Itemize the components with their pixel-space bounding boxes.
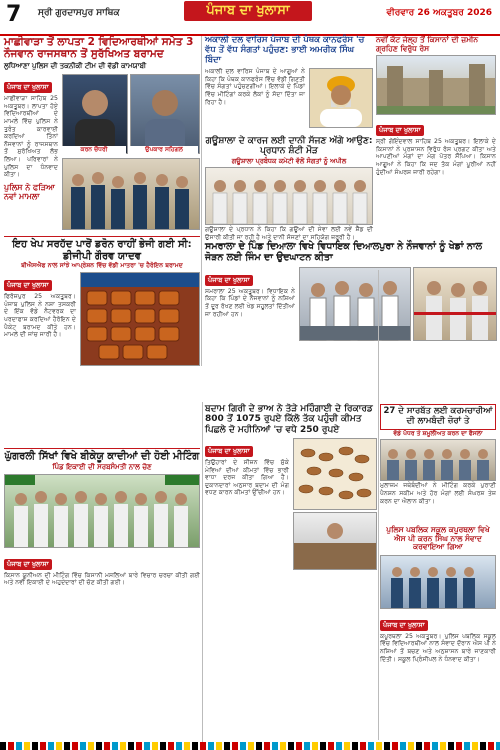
story-headline: ਘੁੱਗਰਲੀ ਸਿੱਖਾਂ ਵਿਖੇ ਬੀਕੇਯੂ ਕਾਦੀਆਂ ਦੀ ਹੋਈ ਮੀਟਿੰਗ: [4, 451, 200, 462]
story-almond-prices: [205, 404, 377, 744]
ribbon-cutting-photo: [413, 267, 497, 341]
story-body: ਮਾਛੀਵਾੜਾ ਸਾਹਿਬ 25 ਅਕਤੂਬਰ। ਲਾਪਤਾ ਹੋਏ ਵਿਦਿਆਰਥੀਆਂ ਦੇ ਮਾਮਲੇ ਵਿੱਚ ਪੁਲਿਸ ਨੇ ਤੁਰੰਤ ਕਾਰਵਾਈ ਕਰਦਿਆਂ ਤਿੰਨਾਂ ਨੌਜਵਾਨਾਂ ਨੂੰ ਰਾਜਸਥਾਨ ਤੋਂ ਸੁਰੱਖਿਅਤ ਲੱਭ ਲਿਆ। ਪਰਿਵਾਰਾਂ ਨੇ ਪੁਲਿਸ ਦਾ ਧੰਨਵਾਦ ਕੀਤਾ।: [4, 95, 58, 179]
fort-photo: [376, 55, 496, 115]
police-group-photo: [62, 158, 200, 230]
story-subheadline: ਗਊਸ਼ਾਲਾ ਪ੍ਰਬੰਧਕ ਕਮੇਟੀ ਵੱਲੋਂ ਸੰਗਤਾਂ ਨੂੰ ਅਪੀਲ: [231, 156, 347, 165]
issue-date: ਵੀਰਵਾਰ 26 ਅਕਤੂਬਰ 2026: [386, 8, 492, 18]
photo-caption-right: ਉਪਕਾਰ ਸਹਿਗਲ: [130, 146, 198, 154]
masthead: [0, 0, 500, 36]
story-missing-students: [4, 36, 200, 231]
story-kicker: ਪੰਜਾਬ ਦਾ ਖੁਲਾਸਾ: [380, 620, 428, 631]
story-headline: ਅਕਾਲੀ ਦਲ ਵਾਰਿਸ ਪੰਜਾਬ ਦੀ ਪੰਥਕ ਕਾਨਫਰੰਸ 'ਚ ਵੱਧ ਤੋਂ ਵੱਧ ਸੰਗਤਾਂ ਪਹੁੰਚਣ: ਭਾਈ ਅਮਰੀਕ ਸਿੰਘ ਬਿੰਦਾ: [205, 35, 365, 65]
story-gaushala: [205, 136, 373, 241]
story-samrala-gym: [205, 242, 496, 402]
story-body: ਕਿਸਾਨ ਯੂਨੀਅਨ ਦੀ ਮੀਟਿੰਗ ਵਿੱਚ ਕਿਸਾਨੀ ਮਸਲਿਆਂ ਬਾਰੇ ਵਿਚਾਰ ਚਰਚਾ ਕੀਤੀ ਗਈ ਅਤੇ ਨਵੀਂ ਇਕਾਈ ਦੇ ਅਹੁਦੇਦਾਰਾਂ ਦੀ ਚੋਣ ਕੀਤੀ ਗਈ।: [4, 571, 200, 587]
story-panthic-conference: [205, 36, 373, 134]
employees-photo: [380, 439, 496, 481]
story-kicker: ਪੰਜਾਬ ਦਾ ਖੁਲਾਸਾ: [205, 275, 253, 286]
story-body: ਸ੍ਰੀ ਗੋਇੰਦਵਾਲ ਸਾਹਿਬ 25 ਅਕਤੂਬਰ। ਇਲਾਕੇ ਦੇ ਕਿਸਾਨਾਂ ਨੇ ਪ੍ਰਸ਼ਾਸਨ ਵਿਰੁੱਧ ਰੋਸ ਪ੍ਰਗਟ ਕੀਤਾ ਅਤੇ ਆਪਣੀਆਂ ਮੰਗਾਂ ਦਾ ਮੰਗ ਪੱਤਰ ਸੌਂਪਿਆ। ਕਿਸਾਨ ਆਗੂਆਂ ਨੇ ਕਿਹਾ ਕਿ ਜਦ ਤੱਕ ਮੰਗਾਂ ਪੂਰੀਆਂ ਨਹੀਂ ਹੁੰਦੀਆਂ ਸੰਘਰਸ਼ ਜਾਰੀ ਰਹੇਗਾ।: [376, 138, 496, 176]
story-sidehead: ਪੁਲਿਸ ਨੇ ਫੜਿਆ ਨਵਾਂ ਮਾਮਲਾ: [4, 182, 55, 201]
color-registration-strip: [0, 742, 500, 750]
story-body: ਮੁਲਾਜ਼ਮ ਜਥੇਬੰਦੀਆਂ ਨੇ ਮੀਟਿੰਗ ਕਰਕੇ ਪੁਰਾਣੀ ਪੈਨਸ਼ਨ ਸਕੀਮ ਅਤੇ ਹੋਰ ਮੰਗਾਂ ਲਈ ਸੰਘਰਸ਼ ਤੇਜ਼ ਕਰਨ ਦਾ ਐਲਾਨ ਕੀਤਾ।: [380, 482, 496, 505]
leader-photo: [309, 68, 373, 128]
gym-inauguration-photo: [299, 267, 411, 341]
story-headline: ਗਊਸ਼ਾਲਾ ਦੇ ਕਾਰਜ ਲਈ ਦਾਨੀ ਸੱਜਣ ਅੱਗੇ ਆਉਣ: ਪ੍ਰਧਾਨ ਸ਼ੰਟੀ ਮੌੜ: [205, 136, 373, 157]
story-body: ਅਕਾਲੀ ਦਲ ਵਾਰਿਸ ਪੰਜਾਬ ਦੇ ਆਗੂਆਂ ਨੇ ਕਿਹਾ ਕਿ ਪੰਥਕ ਕਾਨਫਰੰਸ ਵਿੱਚ ਵੱਡੀ ਗਿਣਤੀ ਵਿੱਚ ਸੰਗਤਾਂ ਪਹੁੰਚਣਗੀਆਂ। ਇਲਾਕੇ ਦੇ ਪਿੰਡਾਂ ਵਿੱਚ ਮੀਟਿੰਗਾਂ ਕਰਕੇ ਲੋਕਾਂ ਨੂੰ ਸੱਦਾ ਦਿੱਤਾ ਜਾ ਰਿਹਾ ਹੈ।: [205, 68, 305, 106]
story-subheadline: ਵੱਡੇ ਪੱਧਰ ਤੇ ਸ਼ਮੂਲੀਅਤ ਕਰਨ ਦਾ ਫੈਸਲਾ: [393, 429, 483, 437]
story-subheadline: ਲੁਧਿਆਣਾ ਪੁਲਿਸ ਦੀ ਤਕਨੀਕੀ ਟੀਮ ਦੀ ਵੱਡੀ ਕਾਮਯਾਬੀ: [4, 62, 147, 71]
farmers-meeting-photo: [4, 474, 200, 548]
story-subheadline: ਬੀਐਸਐਫ ਨਾਲ ਸਾਂਝੇ ਆਪ੍ਰੇਸ਼ਨ ਵਿੱਚ ਵੱਡੀ ਮਾਤਰਾ 'ਚ ਹੈਰੋਇਨ ਬਰਾਮਦ: [21, 262, 183, 269]
story-headline: 27 ਦੇ ਸਾਰਬੱਤ ਲਈ ਕਰਮਚਾਰੀਆਂ ਦੀ ਲਾਮਬੰਦੀ ਜ਼ੋਰਾਂ ਤੇ: [380, 404, 496, 430]
story-employees-mobilization: [380, 404, 496, 524]
story-farmers-protest: [376, 36, 496, 266]
seized-packets-photo: [80, 272, 200, 366]
story-kicker: ਪੰਜਾਬ ਦਾ ਖੁਲਾਸਾ: [4, 559, 52, 570]
almonds-photo: [293, 438, 377, 510]
market-photo: [293, 512, 377, 570]
story-body: ਤਿਉਹਾਰਾਂ ਦੇ ਸੀਜ਼ਨ ਵਿੱਚ ਸੁੱਕੇ ਮੇਵਿਆਂ ਦੀਆਂ ਕੀਮਤਾਂ ਵਿੱਚ ਭਾਰੀ ਵਾਧਾ ਦਰਜ ਕੀਤਾ ਗਿਆ ਹੈ। ਦੁਕਾਨਦਾਰਾਂ ਅਨੁਸਾਰ ਬਦਾਮ ਦੀ ਮੰਗ ਵਧਣ ਕਾਰਨ ਕੀਮਤਾਂ ਉੱਚੀਆਂ ਹਨ।: [205, 459, 289, 497]
story-headline: ਨਵੀਂ ਕੋਟ ਜੇਲ੍ਹ ਤੋਂ ਕਿਸਾਨਾਂ ਦੀ ਜ਼ਮੀਨ ਗ੍ਰਹਿਣ ਵਿਰੁੱਧ ਰੋਸ: [376, 35, 479, 53]
page-number: 7: [6, 2, 22, 27]
story-headline: ਸਮਰਾਲਾ ਦੇ ਪਿੰਡ ਦਿਆਲਾ ਵਿਖੇ ਵਿਧਾਇਕ ਦਿਆਲਪੁਰਾ ਨੇ ਨੌਜਵਾਨਾਂ ਨੂੰ ਖੇਡਾਂ ਨਾਲ ਜੋੜਨ ਲਈ ਜਿੰਮ ਦਾ ਉਦਘਾਟਨ ਕੀਤਾ: [205, 241, 482, 263]
story-body: ਕਪੂਰਥਲਾ 25 ਅਕਤੂਬਰ। ਪੁਲਿਸ ਪਬਲਿਕ ਸਕੂਲ ਵਿੱਚ ਵਿਦਿਆਰਥੀਆਂ ਨਾਲ ਸੰਵਾਦ ਦੌਰਾਨ ਐਸ ਪੀ ਨੇ ਨਸ਼ਿਆਂ ਤੋਂ ਬਚਣ ਅਤੇ ਅਨੁਸ਼ਾਸਨ ਬਾਰੇ ਜਾਣਕਾਰੀ ਦਿੱਤੀ। ਸਕੂਲ ਪ੍ਰਿੰਸੀਪਲ ਨੇ ਧੰਨਵਾਦ ਕੀਤਾ।: [380, 632, 496, 663]
story-police-school: [380, 526, 496, 742]
story-drone-heroin: [4, 236, 200, 446]
story-kicker: ਪੰਜਾਬ ਦਾ ਖੁਲਾਸਾ: [376, 125, 424, 136]
story-headline: ਇਹ ਖੇਪ ਸਰਹੱਦ ਪਾਰੋਂ ਡਰੋਨ ਰਾਹੀਂ ਭੇਜੀ ਗਈ ਸੀ: ਡੀਜੀਪੀ ਗੌਰਵ ਯਾਦਵ: [12, 239, 192, 262]
gaushala-group-photo: [205, 167, 373, 225]
section-banner: ਪੰਜਾਬ ਦਾ ਖੁਲਾਸਾ: [184, 1, 312, 21]
portrait-photo-right: [130, 74, 200, 154]
photo-caption-left: ਕਰਨ ਚੌਧਰੀ: [62, 146, 126, 154]
portrait-photo-left: [62, 74, 128, 154]
story-headline: ਬਦਾਮ ਗਿਰੀ ਦੇ ਭਾਅ ਨੇ ਤੋੜੇ ਮਹਿੰਗਾਈ ਦੇ ਰਿਕਾਰਡ 800 ਤੋਂ 1075 ਰੁਪਏ ਕਿੱਲੋ ਤੱਕ ਪਹੁੰਚੀ ਕੀਮਤ ਪਿਛਲੇ ਦੋ ਮਹੀਨਿਆਂ 'ਚ ਵਧੇ 250 ਰੁਪਏ: [205, 404, 373, 435]
story-body: ਸਮਰਾਲਾ 25 ਅਕਤੂਬਰ। ਵਿਧਾਇਕ ਨੇ ਕਿਹਾ ਕਿ ਪਿੰਡਾਂ ਦੇ ਨੌਜਵਾਨਾਂ ਨੂੰ ਨਸ਼ਿਆਂ ਤੋਂ ਦੂਰ ਰੱਖਣ ਲਈ ਖੇਡ ਸਹੂਲਤਾਂ ਦਿੱਤੀਆਂ ਜਾ ਰਹੀਆਂ ਹਨ।: [205, 287, 295, 318]
story-body: ਫਿਰੋਜ਼ਪੁਰ 25 ਅਕਤੂਬਰ। ਪੰਜਾਬ ਪੁਲਿਸ ਨੇ ਨਸ਼ਾ ਤਸਕਰੀ ਦੇ ਇੱਕ ਵੱਡੇ ਨੈਟਵਰਕ ਦਾ ਪਰਦਾਫਾਸ਼ ਕਰਦਿਆਂ ਹੈਰੋਇਨ ਦੇ ਪੈਕੇਟ ਬਰਾਮਦ ਕੀਤੇ ਹਨ। ਮਾਮਲੇ ਦੀ ਜਾਂਚ ਜਾਰੀ ਹੈ।: [4, 293, 76, 339]
story-subheadline: ਪਿੰਡ ਇਕਾਈ ਦੀ ਸਰਬਸੰਮਤੀ ਨਾਲ ਚੋਣ: [52, 462, 152, 471]
story-kicker: ਪੰਜਾਬ ਦਾ ਖੁਲਾਸਾ: [205, 446, 253, 457]
story-kicker: ਪੰਜਾਬ ਦਾ ਖੁਲਾਸਾ: [4, 82, 52, 93]
publication-name: ਸ੍ਰੀ ਗੁਰਦਾਸਪੁਰ ਸਾਥਿਕ: [38, 8, 120, 18]
story-body: ਗਊਸ਼ਾਲਾ ਦੇ ਪ੍ਰਧਾਨ ਨੇ ਕਿਹਾ ਕਿ ਗਊਆਂ ਦੀ ਸੇਵਾ ਲਈ ਨਵੇਂ ਸ਼ੈੱਡ ਦੀ ਉਸਾਰੀ ਕੀਤੀ ਜਾ ਰਹੀ ਹੈ ਅਤੇ ਦਾਨੀ ਸੱਜਣਾਂ ਦਾ ਸਹਿਯੋਗ ਜ਼ਰੂਰੀ ਹੈ।: [205, 226, 373, 241]
story-headline: ਪੁਲਿਸ ਪਬਲਿਕ ਸਕੂਲ ਕਪੂਰਥਲਾ ਵਿਖੇ ਐਸ ਪੀ ਕਰਨ ਸਿੰਘ ਨਾਲ ਸੰਵਾਦ ਕਰਵਾਇਆ ਗਿਆ: [386, 525, 490, 552]
story-kicker: ਪੰਜਾਬ ਦਾ ਖੁਲਾਸਾ: [4, 280, 52, 291]
story-headline: ਮਾਛੀਵਾੜਾ ਤੋਂ ਲਾਪਤਾ 2 ਵਿਦਿਆਰਥੀਆਂ ਸਮੇਤ 3 ਨੌਜਵਾਨ ਰਾਜਸਥਾਨ ਤੋਂ ਸੁਰੱਖਿਅਤ ਬਰਾਮਦ: [4, 36, 194, 61]
story-bku-meeting: [4, 448, 200, 742]
school-event-photo: [380, 555, 496, 609]
